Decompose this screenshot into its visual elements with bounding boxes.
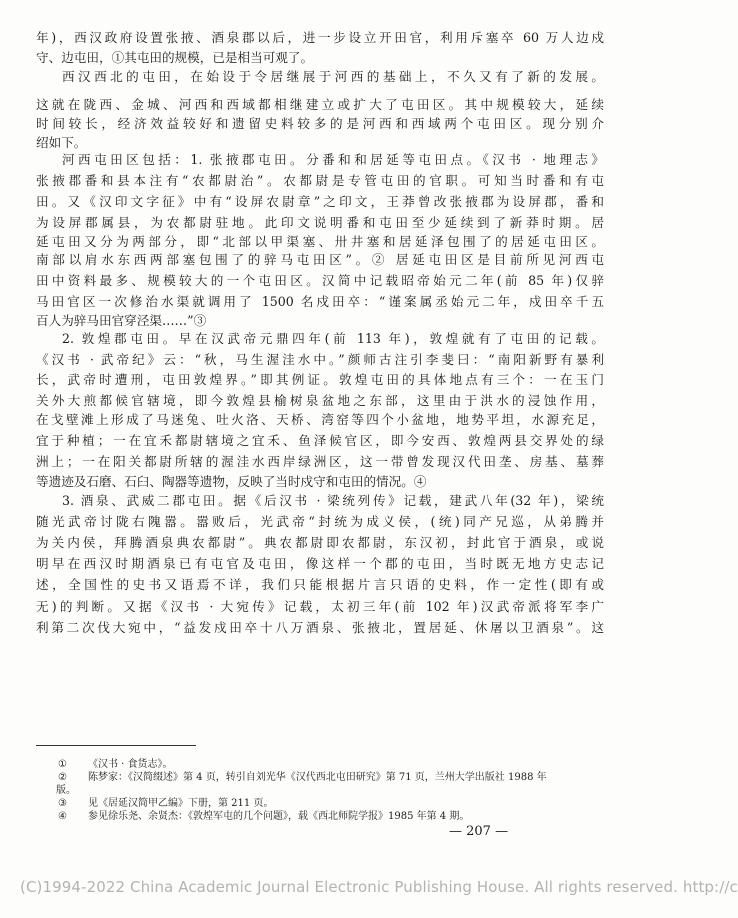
body-line: 为关内侯，拜腾酒泉典农都尉”。典农都尉即农都尉，东汉初，封此官于酒泉，或说 (36, 535, 604, 550)
body-line: 3. 酒泉、武威二郡屯田。据《后汉书 · 梁统列传》记载，建武八年(32 年)，梁统 (62, 493, 604, 508)
body-line: 绍如下。 (36, 135, 87, 150)
footnote-mark: ③ (58, 798, 67, 809)
footnote-item (58, 758, 604, 771)
body-line: 西汉西北的屯田，在始设于令居继展于河西的基础上，不久又有了新的发展。 (62, 69, 604, 84)
footnote-item (58, 797, 604, 810)
footnote-divider (36, 745, 196, 746)
body-line: 长，武帝时遭刑，屯田敦煌界。”即其例证。敦煌屯田的具体地点有三个：一在玉门 (36, 372, 604, 387)
body-line: 河西屯田区包括：1. 张掖郡屯田。分番和和居延等屯田点。《汉书 · 地理志》 (62, 152, 604, 167)
footnote-text: 参见徐乐尧、余贤杰：《敦煌军屯的几个问题》，载《西北师院学报》1985 年第 4 期。 (88, 811, 470, 822)
body-line: 这就在陇西、金城、河西和西域都相继建立或扩大了屯田区。其中规模较大，延续 (36, 97, 604, 112)
footnote-continuation: 版。 (56, 785, 76, 796)
body-line: 为设屏郡属县，为农都尉驻地。此印文说明番和屯田至少延续到了新莽时期。居 (36, 215, 604, 230)
body-line: 随光武帝讨陇右隗嚣。嚣败后，光武帝“封统为成义侯，(统)同产兄巡，从弟腾并 (36, 514, 604, 529)
footnote-item (58, 810, 604, 823)
body-line: 《汉书 · 武帝纪》云：“秋，马生渥洼水中。”颜师古注引李斐曰：“南阳新野有暴利 (36, 352, 604, 367)
body-line: 百人为骍马田官穿泾渠……”③ (36, 313, 207, 328)
body-line: 无)的判断。又据《汉书 · 大宛传》记载，太初三年(前 102 年)汉武帝派将军李广 (36, 599, 604, 614)
body-line: 马田官区一次修治水渠就调用了 1500 名戍田卒：“谨案属丞始元二年，戍田卒千五 (36, 294, 604, 309)
body-line: 利第二次伐大宛中，“益发戍田卒十八万酒泉、张掖北，置居延、休屠以卫酒泉”。这 (36, 620, 604, 635)
body-line: 守、边屯田，①其屯田的规模，已是相当可观了。 (36, 50, 314, 65)
body-line: 明早在西汉时期酒泉已有屯官及屯田，像这样一个郡的屯田，当时既无地方史志记 (36, 556, 604, 571)
body-line: 延屯田又分为两部分，即“北部以甲渠塞、卅井塞和居延泽包围了的居延屯田区。 (36, 234, 604, 249)
body-line: 等遗迹及石磨、石臼、陶器等遗物，反映了当时戍守和屯田的情况。④ (36, 474, 427, 489)
page-number: — 207 — (449, 824, 509, 839)
body-line: 南部以肩水东西两部塞包围了的骍马屯田区”。② 居延屯田区是目前所见河西屯 (36, 252, 604, 267)
body-line: 在戈壁滩上形成了马迷兔、吐火洛、天桥、湾窑等四个小盆地，地势平坦，水源充足， (36, 412, 604, 427)
body-line: 年)，西汉政府设置张掖、酒泉郡以后，进一步设立开田官，利用斥塞卒 60 万人边戍 (36, 30, 604, 45)
footnote-text: 见《居延汉简甲乙编》下册，第 211 页。 (88, 798, 274, 809)
copyright-watermark: (C)1994-2022 China Academic Journal Electronic Publishing House. All rights reserved. http://c (20, 878, 738, 896)
body-line: 2. 敦煌郡屯田。早在汉武帝元鼎四年(前 113 年)，敦煌就有了屯田的记载。 (62, 331, 604, 346)
body-line: 洲上；一在阳关都尉所辖的渥洼水西岸绿洲区，这一带曾发现汉代田垄、房基、墓葬 (36, 454, 604, 469)
body-line: 时间较长，经济效益较好和遗留史料较多的是河西和西域两个屯田区。现分别介 (36, 116, 604, 131)
footnote-item (58, 771, 604, 784)
footnote-text: 陈梦家：《汉简缀述》第 4 页，转引自刘光华《汉代西北屯田研究》第 71 页，兰州大学出版社 1988 年 (88, 772, 547, 783)
footnote-text: 《汉书 · 食货志》。 (88, 759, 173, 770)
body-line: 张掖郡番和县本注有“农都尉治”。农都尉是专管屯田的官职。可知当时番和有屯 (36, 173, 604, 188)
footnote-mark: ④ (58, 811, 67, 822)
body-line: 宜于种植；一在宜禾都尉辖境之宜禾、鱼泽候官区，即今安西、敦煌两县交界处的绿 (36, 433, 604, 448)
body-line: 关外大煎都候官辖境，即今敦煌县榆树泉盆地之东部，这里由于洪水的浸蚀作用， (36, 393, 604, 408)
body-line: 田。又《汉印文字征》中有“设屏农尉章”之印文，王莽曾改张掖郡为设屏郡，番和 (36, 194, 604, 209)
footnote-mark: ① (58, 759, 67, 770)
footnote-mark: ② (58, 772, 67, 783)
body-line: 述，全国性的史书又语焉不详，我们只能根据片言只语的史料，作一定性(即有或 (36, 577, 604, 592)
body-line: 田中资料最多、规模较大的一个屯田区。汉简中记载昭帝始元二年(前 85 年)仅骍 (36, 273, 604, 288)
